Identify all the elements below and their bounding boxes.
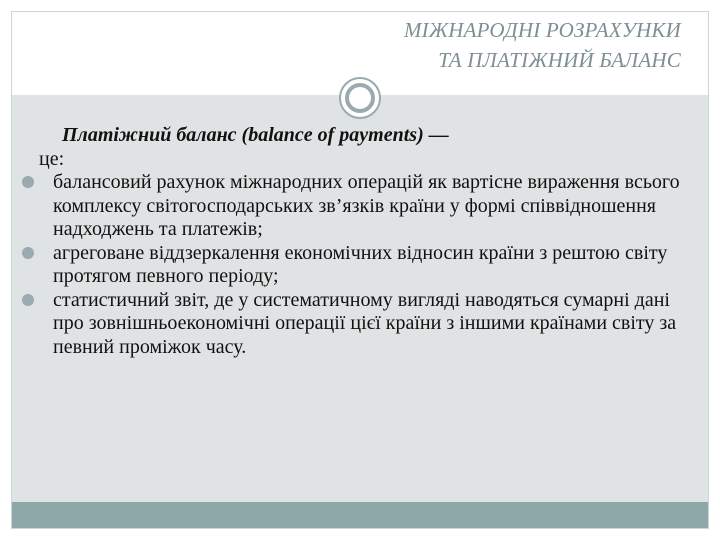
circle-ornament-inner: [345, 83, 375, 113]
definition-term: Платіжний баланс (balance of payments) —: [62, 124, 449, 146]
list-item-text: агреговане віддзеркалення економічних відносин країни з рештою світу протягом певного періоду;: [53, 241, 668, 287]
circle-ornament-icon: [339, 77, 381, 119]
list-item-text: балансовий рахунок міжнародних операцій як вартісне вираження всього комплексу світогосподарських зв’язків країни у формі співвідношення надходжень та платежів;: [53, 171, 680, 240]
slide-title-line-2: ТА ПЛАТІЖНИЙ БАЛАНС: [438, 48, 681, 72]
bullet-icon: [22, 294, 34, 306]
definition-heading-continuation: це:: [39, 147, 65, 170]
slide-body: [22, 124, 682, 359]
definition-heading: [22, 124, 682, 148]
list-item: [22, 171, 682, 242]
list-item: [22, 242, 682, 289]
definition-list: [22, 171, 682, 359]
slide-title-line-1: МІЖНАРОДНІ РОЗРАХУНКИ: [403, 18, 681, 42]
list-item: [22, 289, 682, 360]
bottom-accent-bar: [12, 502, 708, 528]
list-item-text: статистичний звіт, де у систематичному вигляді наводяться сумарні дані про зовнішньоекономічні операції цієї країни з іншими країнами світу за певний проміжок часу.: [53, 288, 677, 358]
bullet-icon: [22, 247, 34, 259]
bullet-icon: [22, 176, 34, 188]
